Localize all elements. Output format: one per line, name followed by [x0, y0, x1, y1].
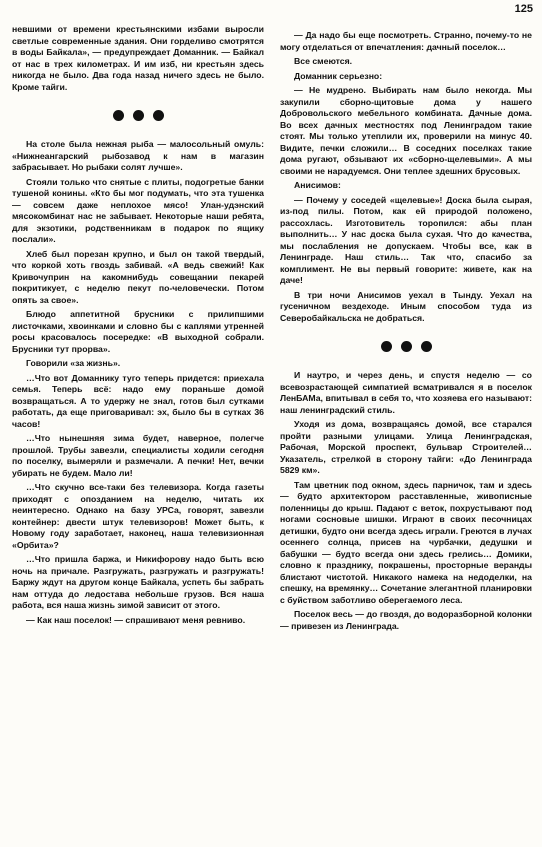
paragraph: Говорили «за жизнь».: [26, 358, 121, 368]
right-column: [280, 30, 532, 635]
paragraph: Там цветник под окном, здесь парничок, там и здесь — будто архитектором расставленные, живописные поленницы до крыш. Падают с веток, похрустывают под ногами сосновые шишки. Играют в своих песочницах детишки, будто они всегда здесь играли. Греются в лучах осеннего солнца, присев на чурбачки, дедушки и бабушки — будто всегда они здесь грелись… Домики, словно к празднику, покрашены, просторные веранды блистают чистотой. Никакого намека на недоделки, на спешку, на времянку… Сочетание элегантной планировки с буйством заботливо оберегаемого леса.: [280, 479, 532, 605]
section-separator: [12, 110, 264, 121]
paragraph: — Не мудрено. Выбирать нам было некогда. Мы закупили сборно-щитовые дома у нашего Добровольского мебельного комбината. Дачные дома. Во всех дачных местностях под Ленинградом такие стоят. Мы только утеплили их, проверили на минус 40. Видите, печки сложили… В соседних поселках такие дома ругают, обзывают их «сборно-щелевыми». А мы своими не нарадуемся. Они теплее здешних брусовых.: [280, 85, 532, 176]
left-column: [12, 24, 264, 629]
paragraph: В три ночи Анисимов уехал в Тынду. Уехал на гусеничном вездеходе. Иным способом туда из Северобайкальска не добраться.: [280, 289, 532, 323]
paragraph: …Что пришла баржа, и Никифорову надо быть всю ночь на причале. Разгружать, разгружать и разгружать! Баржу ждут на другом конце Байкала, успеть бы забрать нам оттуда до ледостава небольше грузов. Вся наша работа, вся наша жизнь зимой зависит от этого.: [12, 554, 264, 610]
paragraph: …Что нынешняя зима будет, наверное, полегче прошлой. Трубы завезли, специалисты ходили сегодня по поселку, вымеряли и размечали. А печки! Нет, вечки убирать не будем. Мало ли!: [12, 433, 264, 478]
paragraph: Уходя из дома, возвращаясь домой, все старался пройти разными улицами. Улица Ленинградская, Рабочая, Морской проспект, бульвар Строителей… Указатель, стрелкой в сторону тайги: «До Ленинграда 5829 км».: [280, 419, 532, 475]
paragraph: Поселок весь — до гвоздя, до водоразборной колонки — привезен из Ленинграда.: [280, 609, 532, 631]
paragraph: Хлеб был порезан крупно, и был он такой твердый, что коркой хоть гвоздь забивай. «А ведь свежий! Как Кривочуприн на какомнибудь совещании пекарей покритикует, с неделю пекут по-человечески. Потом опять за свое».: [12, 248, 264, 305]
paragraph: Все смеются.: [294, 56, 353, 66]
paragraph: …Что скучно все-таки без телевизора. Когда газеты приходят с опозданием на неделю, читать их неинтересно. Однако на базу УРСа, говорят, завезли контейнер: двести штук телевизоров! Может быть, к Новому году заработает, наконец, наша телевизионная «Орбита»?: [12, 482, 264, 550]
separator-dot: [153, 110, 164, 121]
separator-dot: [133, 110, 144, 121]
paragraph: Блюдо аппетитной брусники с прилипшими листочками, хвоинками и словно бы с каплями утренней росы красовалось посередке: «В выходной собрали. Брусники тут прорва».: [12, 309, 264, 354]
separator-dot: [401, 341, 412, 352]
paragraph: — Да надо бы еще посмотреть. Странно, почему-то не могу отделаться от впечатления: дачный поселок…: [280, 30, 532, 52]
paragraph: …Что вот Доманнику туго теперь придется: приехала семья. Теперь всё: надо ему пораньше домой возвращаться. А то удержу не знал, готов был сутками работать, да еще приговаривал: эх, было бы в сутках 36 часов!: [12, 372, 264, 429]
separator-dot: [421, 341, 432, 352]
page-number: 125: [514, 3, 533, 15]
speaker-label: Анисимов:: [294, 180, 341, 190]
paragraph: Стояли только что снятые с плиты, подогретые банки тушеной конины. «Кто бы мог подумать, что эта тушенка — совсем даже неплохое мясо! Улан-удэнский мясокомбинат нас не забывает. Некоторые наши ребята, для экзотики, родственникам в подарок по ящику послали».: [12, 176, 264, 244]
speaker-label: Доманник серьезно:: [294, 70, 383, 81]
paragraph: — Почему у соседей «щелевые»! Доска была сырая, из-под пилы. Потом, как ей природой положено, рассохлась. Изготовитель торопился: абы план выполнить… У нас доска была сухая. Что до качества, мы послабления не допускаем. Чтобы все, как в Ленинграде. Наш стиль… Так что, спасибо за комплимент. Не вы первый говорите: живете, как на даче!: [280, 194, 532, 285]
paragraph: И наутро, и через день, и спустя неделю — со всевозрастающей симпатией всматривался я в поселок ЛенБАМа, впитывал в себя то, что хозяева его называют: наш ленинградский стиль.: [280, 370, 532, 415]
paragraph: невшими от времени крестьянскими избами выросли светлые современные здания. Они горделиво смотрятся в воды Байкала», — предупреждает Доманник. — Байкал от нас в трех километрах. И им изб, ни крестьян здесь никогда не было. Два года назад ничего здесь не было. Кроме тайги.: [12, 24, 264, 92]
paragraph: На столе была нежная рыба — малосольный омуль: «Нижнеангарский рыбозавод к нам в магазин забрасывает. Но рыбаки солят лучше».: [12, 139, 264, 172]
paragraph: — Как наш поселок! — спрашивают меня ревниво.: [26, 614, 246, 625]
section-separator: [280, 341, 532, 352]
separator-dot: [381, 341, 392, 352]
separator-dot: [113, 110, 124, 121]
